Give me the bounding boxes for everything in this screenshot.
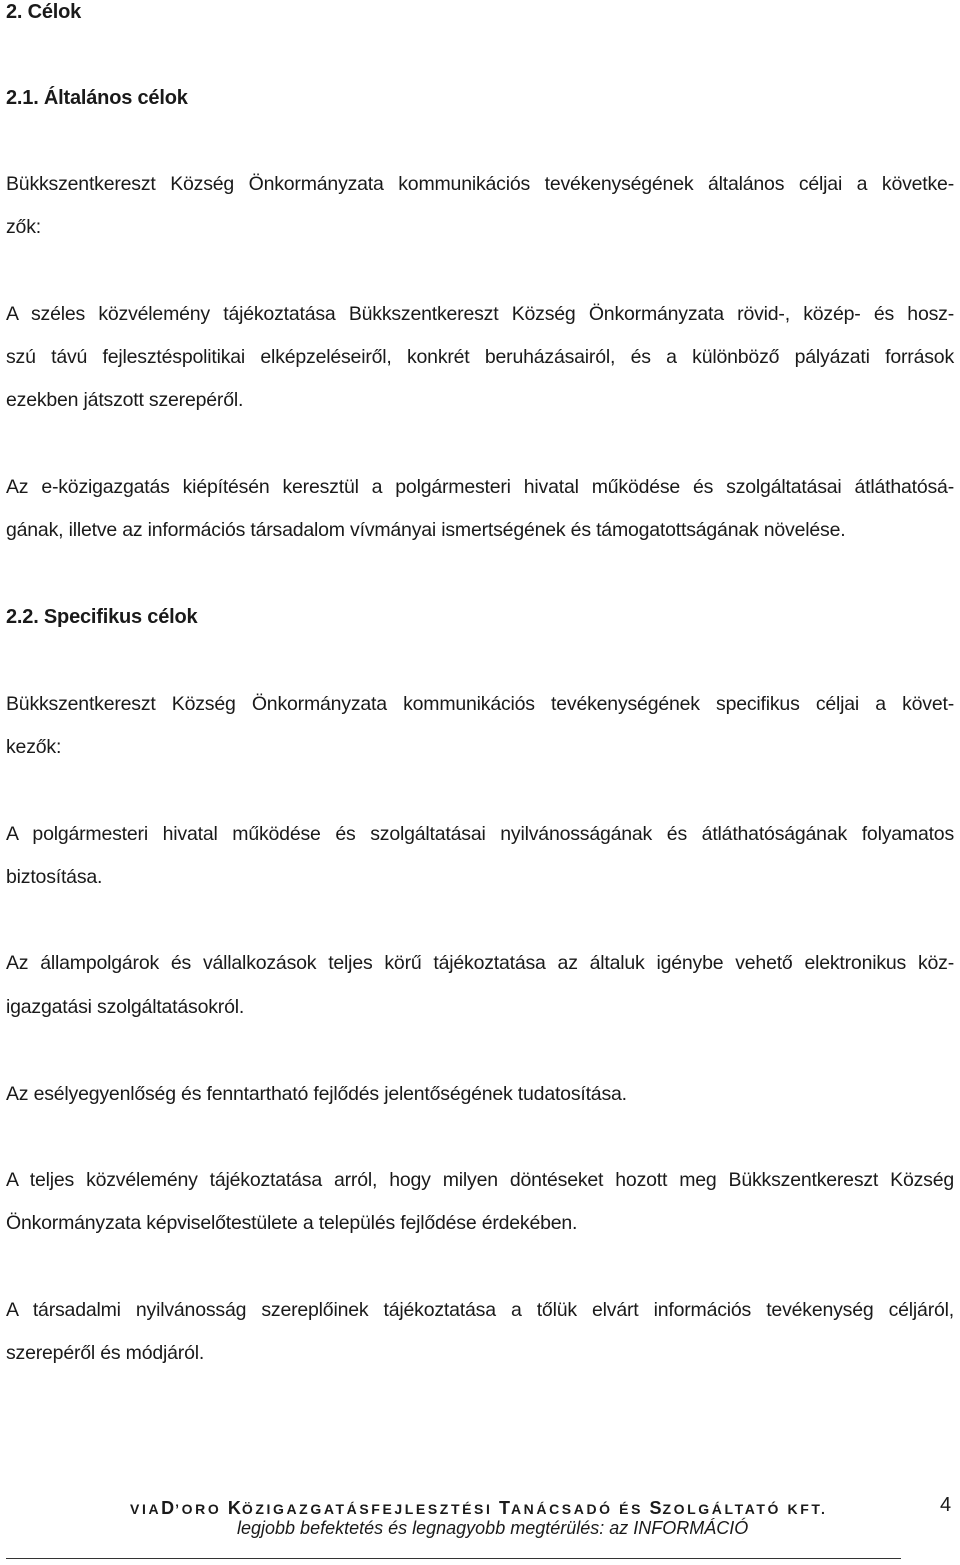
paragraph-line: Bükkszentkereszt Község Önkormányzata kommunikációs tevékenységének specifikus céljai a követ- bbox=[6, 693, 954, 715]
paragraph-line: A társadalmi nyilvánosság szereplőinek tájékoztatása a tőlük elvárt információs tevékenység céljáról, bbox=[6, 1299, 954, 1321]
paragraph-line: szú távú fejlesztéspolitikai elképzeléseiről, konkrét beruházásairól, és a különböző pályázati források bbox=[6, 346, 954, 368]
page-number: 4 bbox=[940, 1494, 952, 1516]
paragraph-line: zők: bbox=[6, 216, 41, 238]
paragraph-line: Bükkszentkereszt Község Önkormányzata kommunikációs tevékenységének általános céljai a követke- bbox=[6, 173, 954, 195]
paragraph-line: ezekben játszott szerepéről. bbox=[6, 389, 244, 411]
footer-company-name: VIAD’ORO KÖZIGAZGATÁSFEJLESZTÉSI TANÁCSADÓ ÉS SZOLGÁLTATÓ KFT. bbox=[130, 1498, 828, 1518]
paragraph-line: A széles közvélemény tájékoztatása Bükkszentkereszt Község Önkormányzata rövid-, közép- és hosz- bbox=[6, 303, 954, 325]
subsection-heading-specific: 2.2. Specifikus célok bbox=[6, 606, 198, 628]
section-heading: 2. Célok bbox=[6, 1, 82, 23]
paragraph-line: igazgatási szolgáltatásokról. bbox=[6, 996, 245, 1018]
subsection-heading-general: 2.1. Általános célok bbox=[6, 87, 188, 109]
paragraph-line: Önkormányzata képviselőtestülete a település fejlődése érdekében. bbox=[6, 1212, 578, 1234]
paragraph-line: gának, illetve az információs társadalom vívmányai ismertségének és támogatottságának növelése. bbox=[6, 519, 846, 541]
paragraph-line: szerepéről és módjáról. bbox=[6, 1342, 205, 1364]
paragraph-line: A polgármesteri hivatal működése és szolgáltatásai nyilvánosságának és átláthatóságának folyamatos bbox=[6, 823, 954, 845]
footer-slogan: legjobb befektetés és legnagyobb megtérülés: az INFORMÁCIÓ bbox=[237, 1518, 749, 1538]
paragraph-line: biztosítása. bbox=[6, 866, 103, 888]
paragraph-line: Az állampolgárok és vállalkozások teljes körű tájékoztatása az általuk igénybe vehető elektronikus köz- bbox=[6, 952, 954, 974]
paragraph-line: A teljes közvélemény tájékoztatása arról, hogy milyen döntéseket hozott meg Bükkszentkereszt Község bbox=[6, 1169, 954, 1191]
paragraph-line: Az esélyegyenlőség és fenntartható fejlődés jelentőségének tudatosítása. bbox=[6, 1083, 627, 1105]
footer-divider bbox=[6, 1558, 901, 1559]
paragraph-line: Az e-közigazgatás kiépítésén keresztül a polgármesteri hivatal működése és szolgáltatásai átláthatósá- bbox=[6, 476, 954, 498]
paragraph-line: kezők: bbox=[6, 736, 62, 758]
